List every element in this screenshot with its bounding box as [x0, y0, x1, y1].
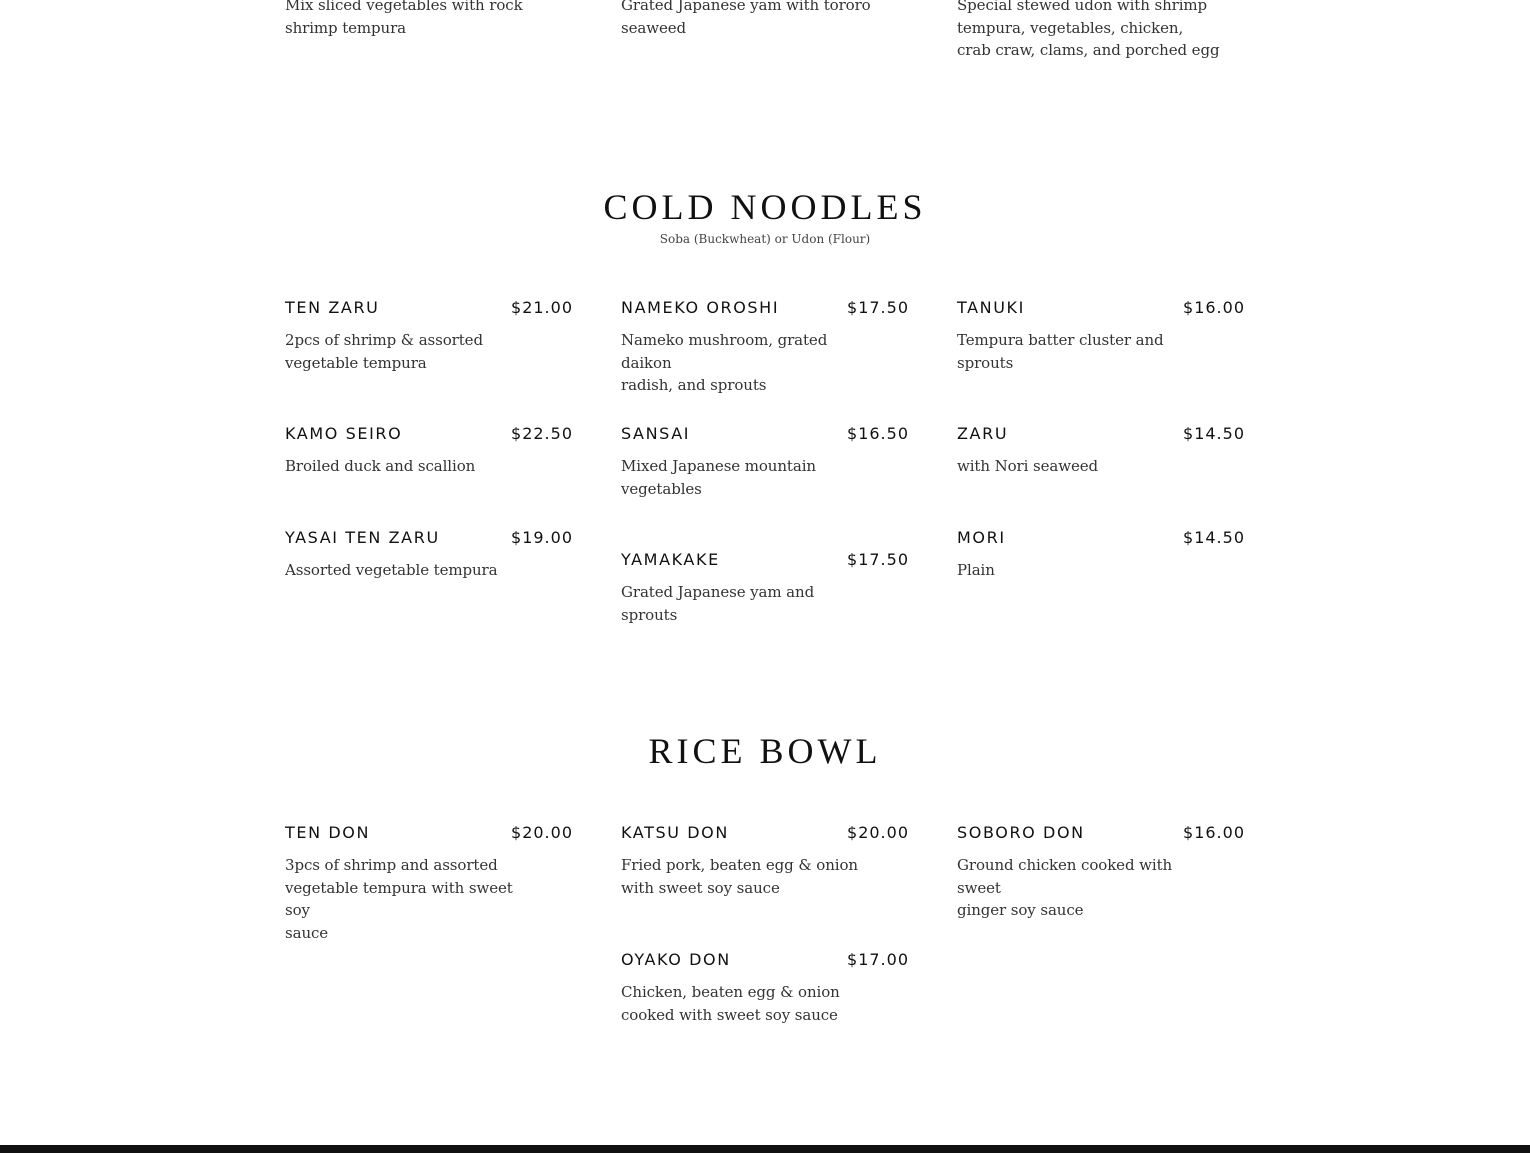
menu-item-name: TEN ZARU: [285, 298, 380, 317]
menu-item-name: ZARU: [957, 424, 1009, 443]
menu-item-description: Chicken, beaten egg & onion cooked with sweet soy sauce: [621, 983, 840, 1024]
menu-item: [621, 950, 909, 1026]
menu-item-price: $20.00: [847, 823, 909, 842]
section-title-cold-noodles: COLD NOODLES: [603, 187, 927, 227]
menu-item-price: $16.50: [847, 424, 909, 443]
menu-item-description: Broiled duck and scallion: [285, 457, 476, 475]
menu-item-name: SOBORO DON: [957, 823, 1085, 842]
section-title-rice-bowl: RICE BOWL: [648, 731, 882, 771]
menu-item-price: $16.00: [1183, 298, 1245, 317]
menu-item-price: $17.00: [847, 950, 909, 969]
menu-item-description: 3pcs of shrimp and assorted vegetable tempura with sweet soy sauce: [285, 856, 513, 942]
section-subtitle: Soba (Buckwheat) or Udon (Flour): [659, 232, 871, 246]
menu-item-name: NAMEKO OROSHI: [621, 298, 780, 317]
menu-item-description: Fried pork, beaten egg & onion with sweet soy sauce: [621, 856, 858, 897]
menu-item: [621, 823, 909, 899]
menu-item: [285, 823, 573, 944]
menu-item-description: Mix sliced vegetables with rock shrimp tempura: [285, 0, 523, 37]
menu-item: [957, 823, 1245, 922]
menu-item-price: $22.50: [511, 424, 573, 443]
menu-item-price: $19.00: [511, 528, 573, 547]
menu-item-description: Nameko mushroom, grated daikon radish, and sprouts: [621, 331, 828, 394]
menu-item-price: $16.00: [1183, 823, 1245, 842]
menu-item-description: Mixed Japanese mountain vegetables: [621, 457, 816, 498]
menu-item-price: $14.50: [1183, 424, 1245, 443]
menu-item-description: 2pcs of shrimp & assorted vegetable tempura: [285, 331, 483, 372]
menu-item: [621, 298, 909, 397]
menu-item-description: Assorted vegetable tempura: [285, 561, 498, 579]
menu-item: [621, 424, 909, 500]
menu-item: [285, 528, 573, 582]
menu-item-description: Plain: [957, 561, 995, 579]
menu-item-description: Grated Japanese yam and sprouts: [621, 583, 815, 624]
menu-item-name: YAMAKAKE: [621, 550, 720, 569]
footer-bar: [0, 1145, 1530, 1153]
menu-item: [957, 424, 1245, 478]
menu-item-name: KATSU DON: [621, 823, 729, 842]
menu-item-price: $17.50: [847, 298, 909, 317]
menu-item-name: TEN DON: [285, 823, 371, 842]
menu-item: [285, 424, 573, 478]
menu-item: [957, 298, 1245, 374]
menu-item-price: $21.00: [511, 298, 573, 317]
menu-item-name: TANUKI: [957, 298, 1025, 317]
menu-item: [957, 528, 1245, 582]
menu-item-price: $14.50: [1183, 528, 1245, 547]
menu-item: [285, 298, 573, 374]
menu-item-description: Tempura batter cluster and sprouts: [957, 331, 1164, 372]
menu-item-description: with Nori seaweed: [957, 457, 1098, 475]
menu-item-description: Ground chicken cooked with sweet ginger soy sauce: [957, 856, 1173, 919]
menu-item-price: $17.50: [847, 550, 909, 569]
menu-item-description: Grated Japanese yam with tororo seaweed: [621, 0, 871, 37]
menu-item-name: KAMO SEIRO: [285, 424, 403, 443]
menu-item-name: OYAKO DON: [621, 950, 731, 969]
menu-item-name: MORI: [957, 528, 1006, 547]
menu-item: [621, 550, 909, 626]
menu-item-name: SANSAI: [621, 424, 691, 443]
menu-item-price: $20.00: [511, 823, 573, 842]
menu-item-description: Special stewed udon with shrimp tempura, vegetables, chicken, crab craw, clams, and porched egg: [957, 0, 1220, 59]
menu-item-name: YASAI TEN ZARU: [285, 528, 440, 547]
